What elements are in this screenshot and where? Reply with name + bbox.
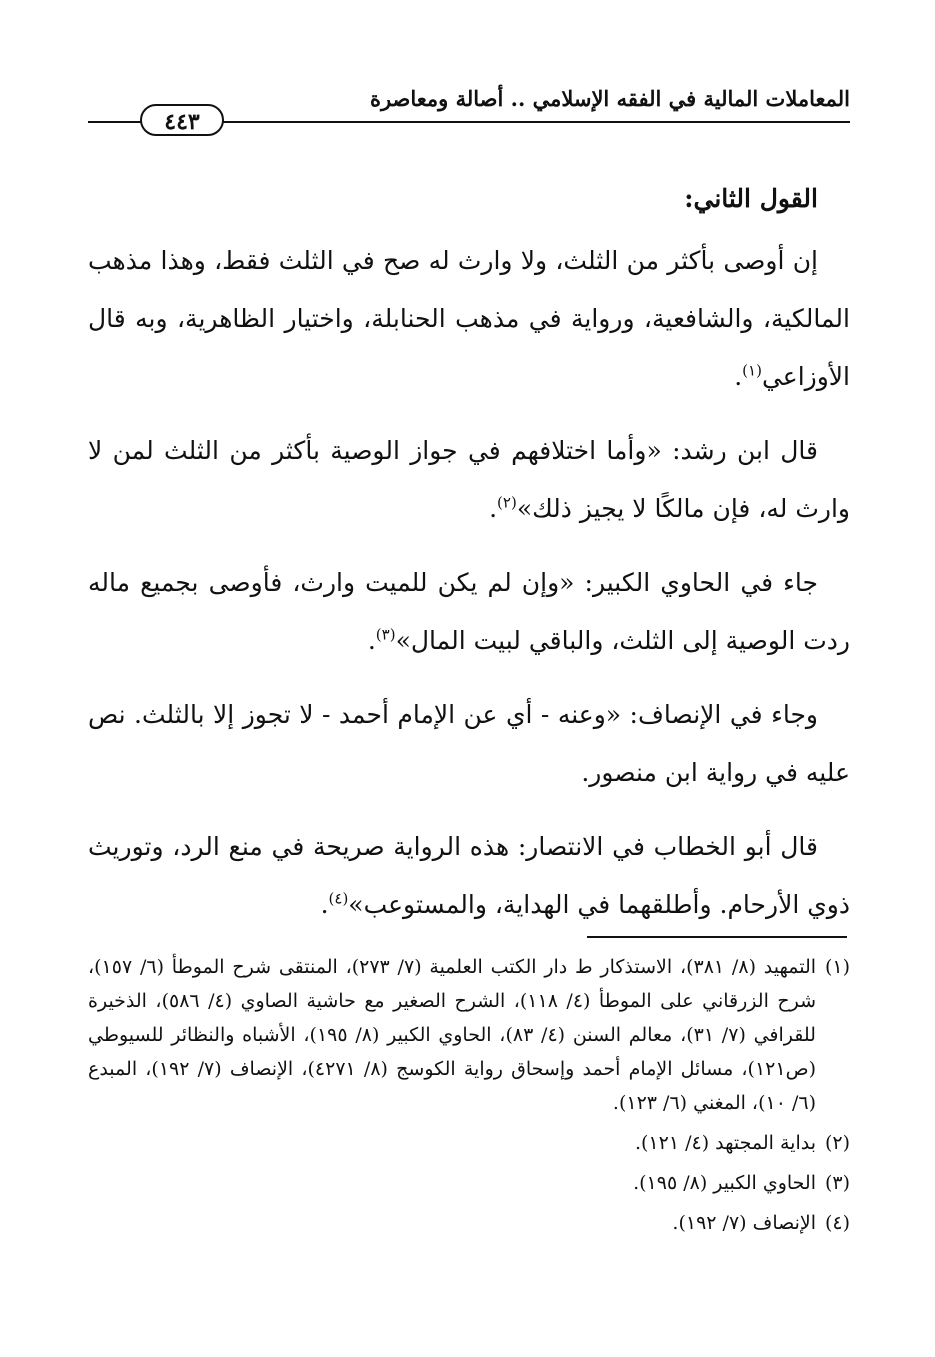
paragraph <box>88 232 850 406</box>
footnote-number: (٤) <box>824 1212 850 1234</box>
section-heading: القول الثاني: <box>684 184 818 213</box>
main-text <box>88 170 850 950</box>
paragraph-tail: . <box>489 494 498 523</box>
footnote-ref: (٤) <box>328 889 349 908</box>
paragraph <box>88 422 850 538</box>
footnote-number: (١) <box>824 956 851 978</box>
running-title: المعاملات المالية في الفقه الإسلامي .. أصالة ومعاصرة <box>369 86 850 111</box>
footnote <box>88 1166 850 1200</box>
paragraph <box>88 686 850 802</box>
paragraph-text: وجاء في الإنصاف: «وعنه - أي عن الإمام أحمد - لا تجوز إلا بالثلث. نص عليه في رواية ابن منصور. <box>88 700 850 787</box>
footnote-ref: (٢) <box>497 493 517 512</box>
footnote-text: الحاوي الكبير (٨/ ١٩٥). <box>633 1172 816 1194</box>
footnote <box>88 950 850 1120</box>
paragraph-tail: . <box>367 626 376 655</box>
footnote-text: التمهيد (٨/ ٣٨١)، الاستذكار ط دار الكتب العلمية (٧/ ٢٧٣)، المنتقى شرح الموطأ (٦/ ١٥٧)، شرح الزرقاني على الموطأ (٤/ ١١٨)، الشرح الصغير مع حاشية الصاوي (٤/ ٥٨٦)، الذخيرة للقرافي (٧/ ٣١)، معالم السنن (٤/ ٨٣)، الحاوي الكبير (٨/ ١٩٥)، الأشباه والنظائر للسيوطي (ص١٢١)، مسائل الإمام أحمد وإسحاق رواية الكوسج (٨/ ٤٢٧١)، الإنصاف (٧/ ١٩٢)، المبدع (٦/ ١٠)، المغني (٦/ ١٢٣). <box>88 956 817 1114</box>
paragraph-tail: . <box>320 890 329 919</box>
paragraph-tail: . <box>734 362 743 391</box>
footnote <box>88 1126 850 1160</box>
footnote-text: بداية المجتهد (٤/ ١٢١). <box>634 1132 816 1154</box>
footnote-ref: (١) <box>742 361 762 380</box>
paragraph <box>88 554 850 670</box>
footnote-ref: (٣) <box>375 625 396 644</box>
footnote <box>88 1206 850 1240</box>
paragraph <box>88 818 850 934</box>
footnote-separator <box>587 936 847 938</box>
page-header <box>88 78 850 138</box>
paragraph-text: إن أوصى بأكثر من الثلث، ولا وارث له صح في الثلث فقط، وهذا مذهب المالكية، والشافعية، ورواية في مذهب الحنابلة، واختيار الظاهرية، وبه قال الأوزاعي <box>88 246 850 391</box>
paragraph-text: قال ابن رشد: «وأما اختلافهم في جواز الوصية بأكثر من الثلث لمن لا وارث له، فإن مالكًا لا يجيز ذلك» <box>88 436 850 523</box>
paragraph-text: قال أبو الخطاب في الانتصار: هذه الرواية صريحة في منع الرد، وتوريث ذوي الأرحام. وأطلقهما في الهداية، والمستوعب» <box>88 832 850 919</box>
footnotes <box>88 950 850 1246</box>
paragraph-text: جاء في الحاوي الكبير: «وإن لم يكن للميت وارث، فأوصى بجميع ماله ردت الوصية إلى الثلث، والباقي لبيت المال» <box>88 568 850 655</box>
footnote-number: (٢) <box>824 1132 850 1154</box>
page-number: ٤٤٣ <box>140 104 224 136</box>
footnote-number: (٣) <box>824 1172 850 1194</box>
footnote-text: الإنصاف (٧/ ١٩٢). <box>672 1212 816 1234</box>
